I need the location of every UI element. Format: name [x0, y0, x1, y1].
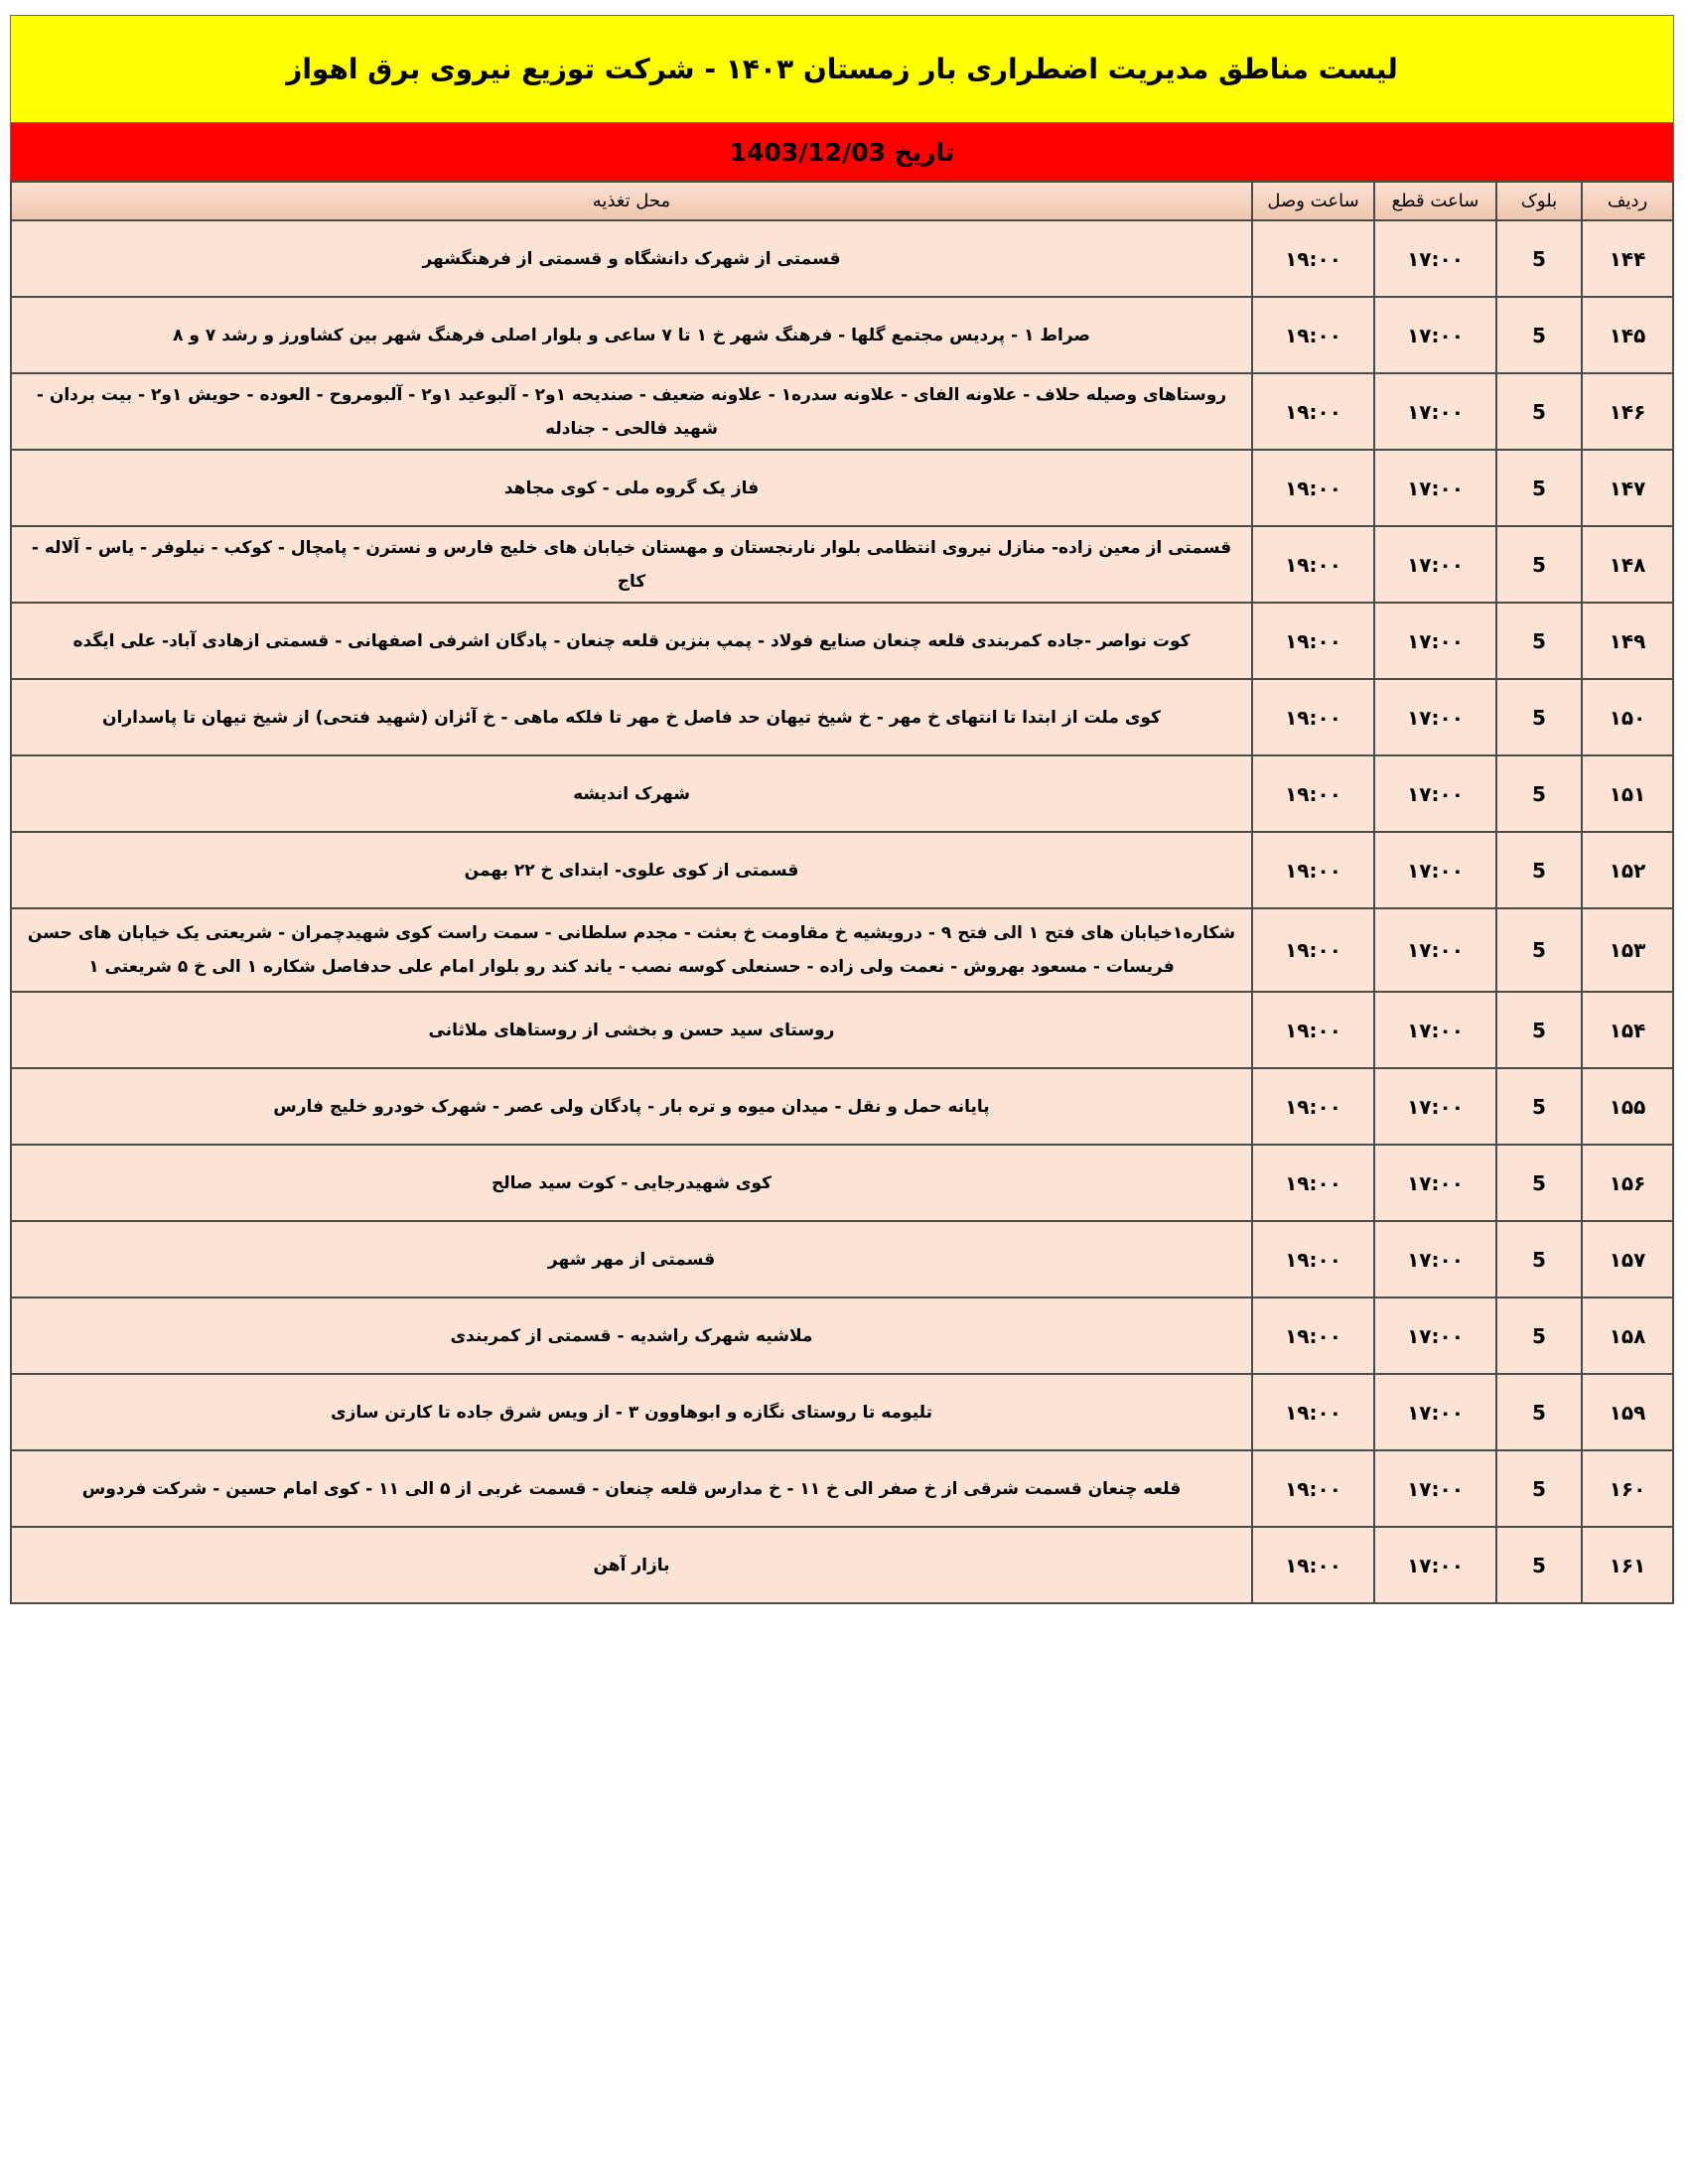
connect-time-cell: ۱۹:۰۰	[1252, 1221, 1374, 1297]
table-row	[11, 1068, 1673, 1145]
row-number-cell: ۱۵۰	[1582, 679, 1673, 755]
table-row	[11, 450, 1673, 526]
outage-sheet	[10, 15, 1674, 1604]
connect-time-cell: ۱۹:۰۰	[1252, 679, 1374, 755]
connect-time-cell: ۱۹:۰۰	[1252, 1450, 1374, 1527]
page-title: لیست مناطق مدیریت اضطراری بار زمستان ۱۴۰۳ - شرکت توزیع نیروی برق اهواز	[10, 15, 1674, 122]
row-number-cell: ۱۵۹	[1582, 1374, 1673, 1450]
connect-time-cell: ۱۹:۰۰	[1252, 1527, 1374, 1603]
location-cell: پایانه حمل و نقل - میدان میوه و تره بار - پادگان ولی عصر - شهرک خودرو خلیج فارس	[11, 1068, 1252, 1145]
block-cell: 5	[1496, 220, 1582, 297]
cut-time-cell: ۱۷:۰۰	[1374, 603, 1496, 679]
cut-time-cell: ۱۷:۰۰	[1374, 1450, 1496, 1527]
row-number-cell: ۱۶۱	[1582, 1527, 1673, 1603]
connect-time-cell: ۱۹:۰۰	[1252, 1297, 1374, 1374]
row-number-cell: ۱۴۹	[1582, 603, 1673, 679]
connect-time-cell: ۱۹:۰۰	[1252, 755, 1374, 832]
connect-time-cell: ۱۹:۰۰	[1252, 1068, 1374, 1145]
table-row	[11, 220, 1673, 297]
cut-time-cell: ۱۷:۰۰	[1374, 373, 1496, 450]
row-number-cell: ۱۵۵	[1582, 1068, 1673, 1145]
connect-time-cell: ۱۹:۰۰	[1252, 1374, 1374, 1450]
row-number-cell: ۱۵۲	[1582, 832, 1673, 908]
location-cell: قسمتی از معین زاده- منازل نیروی انتظامی بلوار نارنجستان و مهستان خیابان های خلیج فارس و نسترن - پامچال - کوکب - نیلوفر - یاس - آلاله - کاج	[11, 526, 1252, 603]
connect-time-cell: ۱۹:۰۰	[1252, 908, 1374, 992]
table-header-row	[11, 182, 1673, 220]
block-cell: 5	[1496, 450, 1582, 526]
connect-time-cell: ۱۹:۰۰	[1252, 992, 1374, 1068]
row-number-cell: ۱۵۸	[1582, 1297, 1673, 1374]
block-cell: 5	[1496, 1145, 1582, 1221]
outage-table	[10, 181, 1674, 1604]
location-cell: بازار آهن	[11, 1527, 1252, 1603]
block-cell: 5	[1496, 1450, 1582, 1527]
location-cell: صراط ۱ - پردیس مجتمع گلها - فرهنگ شهر خ ۱ تا ۷ ساعی و بلوار اصلی فرهنگ شهر بین کشاورز و رشد ۷ و ۸	[11, 297, 1252, 373]
cut-time-cell: ۱۷:۰۰	[1374, 1068, 1496, 1145]
location-cell: کوت نواصر -جاده کمربندی قلعه چنعان صنایع فولاد - پمپ بنزین قلعه چنعان - پادگان اشرفی اصفهانی - قسمتی ازهادی آباد- علی ایگده	[11, 603, 1252, 679]
location-cell: قسمتی از مهر شهر	[11, 1221, 1252, 1297]
row-number-cell: ۱۵۷	[1582, 1221, 1673, 1297]
block-cell: 5	[1496, 297, 1582, 373]
table-row	[11, 373, 1673, 450]
location-cell: کوی ملت از ابتدا تا انتهای خ مهر - خ شیخ تیهان حد فاصل خ مهر تا فلکه ماهی - خ آئزان (شهید فتحی) از شیخ تیهان تا پاسداران	[11, 679, 1252, 755]
row-number-cell: ۱۶۰	[1582, 1450, 1673, 1527]
row-number-cell: ۱۴۵	[1582, 297, 1673, 373]
column-header-connect-time: ساعت وصل	[1252, 182, 1374, 220]
location-cell: قسمتی از کوی علوی- ابتدای خ ۲۲ بهمن	[11, 832, 1252, 908]
location-cell: تلیومه تا روستای نگازه و ابوهاوون ۳ - از ویس شرق جاده تا کارتن سازی	[11, 1374, 1252, 1450]
location-cell: روستای سید حسن و بخشی از روستاهای ملاثانی	[11, 992, 1252, 1068]
connect-time-cell: ۱۹:۰۰	[1252, 603, 1374, 679]
cut-time-cell: ۱۷:۰۰	[1374, 832, 1496, 908]
table-row	[11, 755, 1673, 832]
table-row	[11, 1374, 1673, 1450]
cut-time-cell: ۱۷:۰۰	[1374, 1221, 1496, 1297]
block-cell: 5	[1496, 755, 1582, 832]
connect-time-cell: ۱۹:۰۰	[1252, 526, 1374, 603]
block-cell: 5	[1496, 1374, 1582, 1450]
table-row	[11, 1221, 1673, 1297]
location-cell: شهرک اندیشه	[11, 755, 1252, 832]
row-number-cell: ۱۴۸	[1582, 526, 1673, 603]
block-cell: 5	[1496, 908, 1582, 992]
block-cell: 5	[1496, 526, 1582, 603]
connect-time-cell: ۱۹:۰۰	[1252, 1145, 1374, 1221]
table-row	[11, 832, 1673, 908]
cut-time-cell: ۱۷:۰۰	[1374, 1527, 1496, 1603]
cut-time-cell: ۱۷:۰۰	[1374, 297, 1496, 373]
row-number-cell: ۱۴۷	[1582, 450, 1673, 526]
location-cell: فاز یک گروه ملی - کوی مجاهد	[11, 450, 1252, 526]
cut-time-cell: ۱۷:۰۰	[1374, 220, 1496, 297]
location-cell: روستاهای وصیله حلاف - علاونه الفای - علاونه سدره۱ - علاونه ضعیف - صندیحه ۱و۲ - آلبوعید ۱و۲ - آلبومروح - العوده - حویش ۱و۲ - بیت بردان - شهید فالحی - جنادله	[11, 373, 1252, 450]
location-cell: قلعه چنعان قسمت شرقی از خ صفر الی خ ۱۱ - خ مدارس قلعه چنعان - قسمت غربی از ۵ الی ۱۱ - کوی امام حسین - شرکت فردوس	[11, 1450, 1252, 1527]
cut-time-cell: ۱۷:۰۰	[1374, 450, 1496, 526]
table-row	[11, 908, 1673, 992]
block-cell: 5	[1496, 1297, 1582, 1374]
column-header-location: محل تغذیه	[11, 182, 1252, 220]
location-cell: قسمتی از شهرک دانشگاه و قسمتی از فرهنگشهر	[11, 220, 1252, 297]
cut-time-cell: ۱۷:۰۰	[1374, 992, 1496, 1068]
table-row	[11, 526, 1673, 603]
cut-time-cell: ۱۷:۰۰	[1374, 1297, 1496, 1374]
table-row	[11, 679, 1673, 755]
table-row	[11, 603, 1673, 679]
location-cell: ملاشیه شهرک راشدیه - قسمتی از کمربندی	[11, 1297, 1252, 1374]
table-row	[11, 1450, 1673, 1527]
block-cell: 5	[1496, 1527, 1582, 1603]
row-number-cell: ۱۵۱	[1582, 755, 1673, 832]
date-banner: تاریخ 1403/12/03	[10, 122, 1674, 181]
block-cell: 5	[1496, 832, 1582, 908]
block-cell: 5	[1496, 1221, 1582, 1297]
cut-time-cell: ۱۷:۰۰	[1374, 1145, 1496, 1221]
location-cell: شکاره۱خیابان های فتح ۱ الی فتح ۹ - درویشیه خ مقاومت خ بعثت - مجدم سلطانی - سمت راست کوی شهیدچمران - شریعتی یک خیابان های حسن فریسات - مسعود بهروش - نعمت ولی زاده - حسنعلی کوسه نصب - یاند کند رو بلوار امام علی حدفاصل شکاره ۱ الی خ ۵ شریعتی ۱	[11, 908, 1252, 992]
cut-time-cell: ۱۷:۰۰	[1374, 908, 1496, 992]
connect-time-cell: ۱۹:۰۰	[1252, 297, 1374, 373]
block-cell: 5	[1496, 603, 1582, 679]
connect-time-cell: ۱۹:۰۰	[1252, 832, 1374, 908]
block-cell: 5	[1496, 679, 1582, 755]
connect-time-cell: ۱۹:۰۰	[1252, 220, 1374, 297]
cut-time-cell: ۱۷:۰۰	[1374, 526, 1496, 603]
table-row	[11, 1145, 1673, 1221]
row-number-cell: ۱۵۴	[1582, 992, 1673, 1068]
cut-time-cell: ۱۷:۰۰	[1374, 1374, 1496, 1450]
column-header-cut-time: ساعت قطع	[1374, 182, 1496, 220]
column-header-block: بلوک	[1496, 182, 1582, 220]
block-cell: 5	[1496, 1068, 1582, 1145]
row-number-cell: ۱۵۳	[1582, 908, 1673, 992]
block-cell: 5	[1496, 992, 1582, 1068]
row-number-cell: ۱۴۶	[1582, 373, 1673, 450]
cut-time-cell: ۱۷:۰۰	[1374, 679, 1496, 755]
column-header-row-number: ردیف	[1582, 182, 1673, 220]
row-number-cell: ۱۵۶	[1582, 1145, 1673, 1221]
row-number-cell: ۱۴۴	[1582, 220, 1673, 297]
cut-time-cell: ۱۷:۰۰	[1374, 755, 1496, 832]
connect-time-cell: ۱۹:۰۰	[1252, 450, 1374, 526]
table-row	[11, 992, 1673, 1068]
table-row	[11, 297, 1673, 373]
table-row	[11, 1527, 1673, 1603]
connect-time-cell: ۱۹:۰۰	[1252, 373, 1374, 450]
location-cell: کوی شهیدرجایی - کوت سید صالح	[11, 1145, 1252, 1221]
block-cell: 5	[1496, 373, 1582, 450]
table-row	[11, 1297, 1673, 1374]
